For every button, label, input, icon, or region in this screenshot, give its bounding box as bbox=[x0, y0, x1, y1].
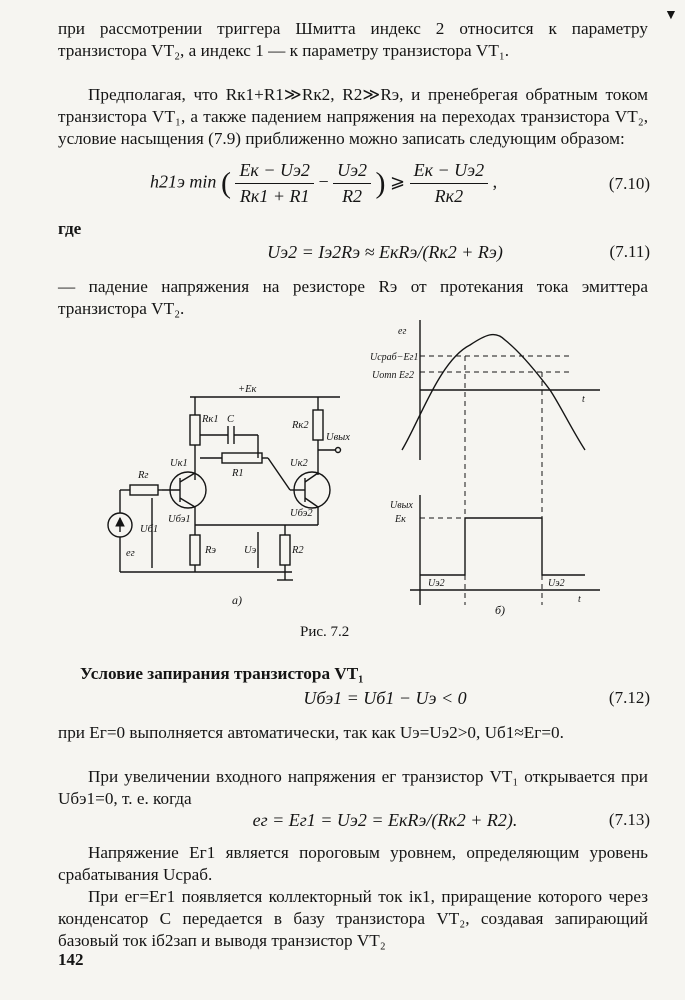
label-r2: R2 bbox=[292, 545, 304, 556]
resistor-rk2 bbox=[313, 410, 323, 440]
label-ube2: Uбэ2 bbox=[290, 508, 313, 519]
paragraph-6: Напряжение Eг1 является пороговым уровнем, определяющим уровень срабатывания Uсраб. bbox=[58, 843, 648, 884]
label-uk2: Uк2 bbox=[290, 458, 308, 469]
timing-ue2-right: Uэ2 bbox=[548, 578, 565, 589]
eq710-fraction-2: $\frac{Uэ2}{R2}$ bbox=[333, 160, 371, 207]
label-a: а) bbox=[232, 593, 242, 607]
word-gde: где bbox=[58, 219, 82, 238]
resistor-r1 bbox=[222, 453, 262, 463]
timing-t-bottom: t bbox=[578, 594, 581, 605]
paragraph-5: При увеличении входного напряжения eг транзистор VT₁ открывается при Uбэ1=0, т. е. когда bbox=[58, 767, 648, 808]
output-waveform bbox=[420, 518, 585, 575]
label-r1: R1 bbox=[232, 468, 244, 479]
timing-eg: eг bbox=[398, 326, 407, 337]
label-c: C bbox=[227, 414, 235, 425]
paragraph-4: при Eг=0 выполняется автоматически, так как Uэ=Uэ2>0, Uб1≈Eг=0. bbox=[58, 723, 564, 742]
timing-ek: Eк bbox=[395, 514, 406, 525]
equation-7-11: Uэ2 = Iэ2Rэ ≈ EкRэ/(Rк2 + Rэ) (7.11) bbox=[267, 242, 650, 262]
equation-7-12: Uбэ1 = Uб1 − Uэ < 0 (7.12) bbox=[303, 688, 650, 708]
label-eg: eг bbox=[126, 548, 135, 559]
eq710-fraction-3: $\frac{Eк - Uэ2}{Rк2}$ bbox=[410, 160, 489, 207]
paragraph-1: при рассмотрении триггера Шмитта индекс 2 относится к параметру транзистора VT₂, а индекс 1 — к параметру транзистора VT₁. bbox=[58, 19, 648, 60]
label-rk2: Rк2 bbox=[292, 420, 309, 431]
section-heading: Условие запирания транзистора VT₁ bbox=[80, 664, 364, 683]
figure-7-2 bbox=[0, 310, 685, 630]
paragraph-2: Предполагая, что Rк1+R1≫Rк2, R2≫Rэ, и пренебрегая обратным током транзистора VT₁, а также падением напряжения на переходах транзистора VT₂, условие насыщения (7.9) приближенно можно записать следующим образом: bbox=[58, 85, 648, 148]
eq710-lhs: h21э min bbox=[150, 171, 217, 192]
equation-7-13: eг = Eг1 = Uэ2 = EкRэ/(Rк2 + R2). (7.13) bbox=[252, 810, 650, 830]
input-waveform bbox=[402, 335, 585, 450]
label-uk1: Uк1 bbox=[170, 458, 188, 469]
figure-caption: Рис. 7.2 bbox=[300, 624, 350, 640]
paragraph-7: При eг=Eг1 появляется коллекторный ток iк1, приращение которого через конденсатор C передается в базу транзистора VT₂, создавая запирающий базовый ток iб2зап и выводя транзистор VT₂ bbox=[58, 887, 648, 950]
resistor-rg bbox=[130, 485, 158, 495]
label-rg: Rг bbox=[138, 470, 149, 481]
equation-7-10: h21э min ( $\frac{Eк - Uэ2}{Rк1 + R1}$ − $\frac{Uэ2}{R2}$ ) ⩾ $\frac{Eк - Uэ2}{Rк2}$ , (7.10) bbox=[150, 160, 650, 206]
timing-diagram bbox=[402, 320, 600, 605]
eq710-number: (7.10) bbox=[608, 174, 650, 193]
label-ue: Uэ bbox=[244, 545, 257, 556]
resistor-r2 bbox=[280, 535, 290, 565]
label-ub1: Uб1 bbox=[140, 524, 159, 535]
timing-t-top: t bbox=[582, 394, 585, 405]
timing-uvyh: Uвых bbox=[390, 500, 413, 511]
eq712-number: (7.12) bbox=[608, 688, 650, 707]
label-rk1: Rк1 bbox=[202, 414, 219, 425]
page-number: 142 bbox=[58, 950, 84, 969]
corner-mark: ▼ bbox=[664, 8, 678, 23]
resistor-rk1 bbox=[190, 415, 200, 445]
timing-ue2-left: Uэ2 bbox=[428, 578, 445, 589]
resistor-re bbox=[190, 535, 200, 565]
paragraph-3: — падение напряжения на резисторе Rэ от протекания тока эмиттера транзистора VT₂. bbox=[58, 277, 648, 318]
eq711-number: (7.11) bbox=[609, 242, 650, 261]
eq710-fraction-1: $\frac{Eк - Uэ2}{Rк1 + R1}$ bbox=[235, 160, 314, 207]
label-uvyh: Uвых bbox=[326, 432, 350, 443]
eq713-number: (7.13) bbox=[608, 810, 650, 829]
timing-usrab: Uсраб−Eг1 bbox=[370, 352, 419, 363]
timing-uotp: Uотп Eг2 bbox=[372, 370, 414, 381]
label-b: б) bbox=[495, 603, 506, 617]
label-re: Rэ bbox=[205, 545, 217, 556]
label-supply: +Eк bbox=[238, 384, 257, 395]
label-ube1: Uбэ1 bbox=[168, 514, 191, 525]
